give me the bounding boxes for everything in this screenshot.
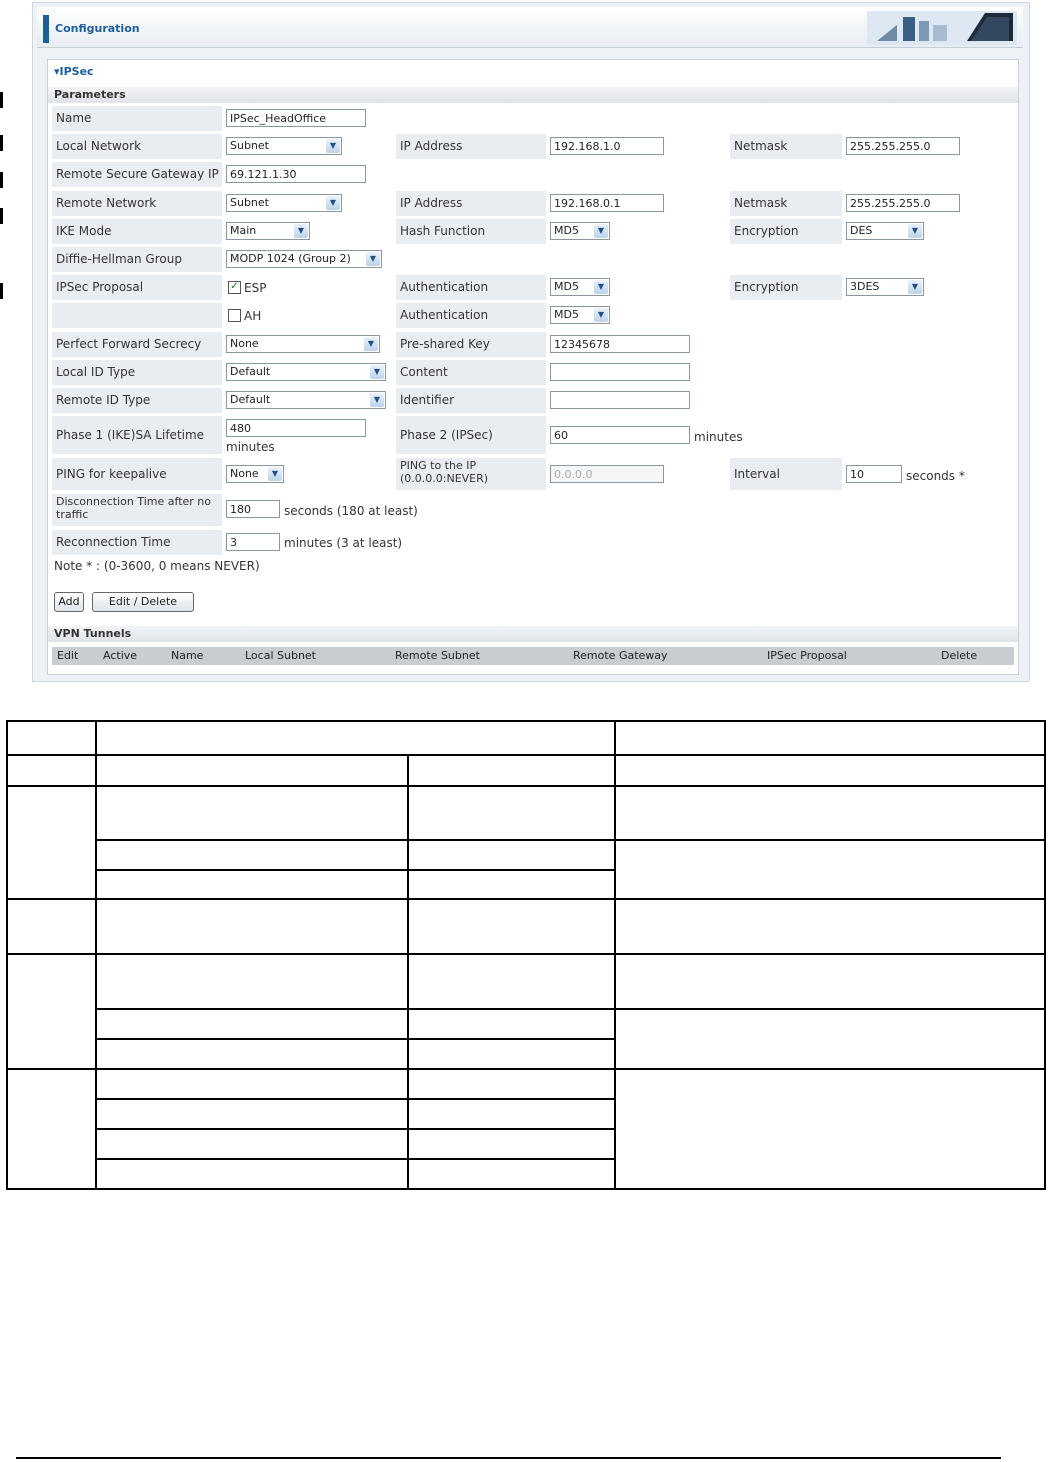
local-network-select[interactable]: Subnet ▼ [226,137,342,155]
remote-netmask-input[interactable]: 255.255.255.0 [846,194,960,212]
table-line [8,898,1044,900]
chevron-down-icon: ▼ [594,280,608,294]
ike-mode-select[interactable]: Main ▼ [226,222,310,240]
table-line [95,1158,616,1160]
page-title: Configuration [55,22,140,35]
row-local-id [52,360,1014,387]
ipsec-panel [47,59,1019,675]
router-config-screenshot [32,2,1030,682]
local-netmask-input[interactable]: 255.255.255.0 [846,137,960,155]
local-ip-label: IP Address [396,134,546,159]
table-line [95,1128,616,1130]
hash-function-select[interactable]: MD5 ▼ [550,222,610,240]
table-line [95,839,1044,841]
row-lifetime [52,416,1014,456]
row-remote-id [52,388,1014,415]
pfs-label: Perfect Forward Secrecy [52,332,222,357]
remote-network-select[interactable]: Subnet ▼ [226,194,342,212]
empty-grid-table [6,720,1046,1190]
esp-encryption-select[interactable]: 3DES ▼ [846,278,924,296]
table-line [8,754,1044,756]
reconnect-label: Reconnection Time [52,530,222,555]
interval-input[interactable]: 10 [846,465,902,483]
remote-ip-label: IP Address [396,191,546,216]
chevron-down-icon: ▼ [268,467,282,481]
ipsec-proposal-label: IPSec Proposal [52,275,222,300]
margin-mark [0,135,3,151]
identifier-input[interactable] [550,391,690,409]
row-dh-group [52,247,1014,274]
table-line [8,785,1044,787]
row-disconnect [52,494,1014,528]
row-ipsec-proposal-esp [52,275,1014,302]
table-line [95,1038,616,1040]
psk-input[interactable]: 12345678 [550,335,690,353]
remote-network-label: Remote Network [52,191,222,216]
chevron-down-icon: ▼ [370,365,384,379]
vpn-col-ipsec-proposal: IPSec Proposal [767,649,847,662]
row-local-network [52,134,1014,161]
chevron-down-icon: ▼ [326,196,340,210]
remote-netmask-label: Netmask [730,191,842,216]
ah-checkbox[interactable] [228,309,241,322]
vpn-col-name: Name [171,649,204,662]
chevron-down-icon: ▼ [370,393,384,407]
ike-mode-label: IKE Mode [52,219,222,244]
table-line [95,1098,616,1100]
chevron-down-icon: ▼ [908,280,922,294]
row-remote-network [52,191,1014,218]
phase1-unit: minutes [226,440,275,454]
row-remote-gateway [52,162,1014,189]
phase2-input[interactable]: 60 [550,426,690,444]
content-label: Content [396,360,546,385]
ping-ip-label: PING to the IP (0.0.0.0:NEVER) [396,458,546,490]
banner-accent [43,15,49,43]
margin-mark [0,172,3,188]
vpn-col-delete: Delete [941,649,978,662]
parameters-header: Parameters [48,87,1018,103]
margin-mark [0,283,3,299]
phase1-input[interactable]: 480 [226,419,366,437]
interval-unit: seconds * [906,469,965,483]
ping-ip-input[interactable]: 0.0.0.0 [550,465,664,483]
pfs-select[interactable]: None ▼ [226,335,380,353]
chevron-down-icon: ▼ [294,224,308,238]
identifier-label: Identifier [396,388,546,413]
disconnect-label: Disconnection Time after no traffic [52,494,222,526]
table-line [407,756,409,1188]
chevron-down-icon: ▼ [364,337,378,351]
vpn-col-remote-subnet: Remote Subnet [395,649,480,662]
disconnect-input[interactable]: 180 [226,500,280,518]
footer-rule [16,1457,1001,1459]
banner-graphic-icon [867,11,1017,45]
phase2-unit: minutes [694,430,743,444]
table-line [95,722,97,1188]
vpn-tunnels-header: VPN Tunnels [48,626,1018,642]
esp-checkbox[interactable]: ✓ [228,281,241,294]
local-network-label: Local Network [52,134,222,159]
chevron-down-icon: ▼ [326,139,340,153]
chevron-down-icon: ▼ [366,252,380,266]
phase2-label: Phase 2 (IPSec) [396,416,546,454]
local-netmask-label: Netmask [730,134,842,159]
row-name [52,106,1014,133]
banner [37,7,1023,48]
esp-auth-select[interactable]: MD5 ▼ [550,278,610,296]
row-pfs [52,332,1014,359]
local-ip-input[interactable]: 192.168.1.0 [550,137,664,155]
chevron-down-icon: ▼ [908,224,922,238]
remote-gateway-input[interactable]: 69.121.1.30 [226,165,366,183]
vpn-col-remote-gateway: Remote Gateway [573,649,668,662]
table-line [95,869,616,871]
table-line [8,953,1044,955]
vpn-col-active: Active [103,649,138,662]
remote-gateway-label: Remote Secure Gateway IP [52,162,222,187]
esp-encryption-label: Encryption [730,275,842,300]
margin-mark [0,92,3,108]
name-label: Name [52,106,222,131]
chevron-down-icon: ▼ [594,224,608,238]
ah-row-spacer [52,303,222,328]
ipsec-section-toggle[interactable]: ▾IPSec [54,65,94,78]
table-line [614,722,616,1188]
disconnect-note: seconds (180 at least) [284,504,418,518]
ping-select[interactable]: None ▼ [226,465,284,483]
remote-id-select[interactable]: Default ▼ [226,391,386,409]
add-button[interactable]: Add [54,592,84,612]
row-ike-mode [52,219,1014,246]
margin-mark [0,208,3,224]
ike-encryption-label: Encryption [730,219,842,244]
table-line [95,1008,1044,1010]
row-ping [52,458,1014,492]
ping-label: PING for keepalive [52,458,222,490]
ah-auth-label: Authentication [396,303,546,328]
esp-label: ESP [244,281,267,295]
table-line [8,1068,1044,1070]
hash-function-label: Hash Function [396,219,546,244]
vpn-col-edit: Edit [57,649,79,662]
psk-label: Pre-shared Key [396,332,546,357]
row-ipsec-proposal-ah [52,303,1014,330]
vpn-table-header [52,647,1014,665]
esp-auth-label: Authentication [396,275,546,300]
dh-group-select[interactable]: MODP 1024 (Group 2) ▼ [226,250,382,268]
chevron-down-icon: ▼ [594,308,608,322]
edit-delete-button[interactable]: Edit / Delete [92,592,194,612]
phase1-label: Phase 1 (IKE)SA Lifetime [52,416,222,454]
name-input[interactable]: IPSec_HeadOffice [226,109,366,127]
reconnect-input[interactable]: 3 [226,533,280,551]
ike-encryption-select[interactable]: DES ▼ [846,222,924,240]
local-id-label: Local ID Type [52,360,222,385]
local-id-select[interactable]: Default ▼ [226,363,386,381]
reconnect-note: minutes (3 at least) [284,536,403,550]
vpn-col-local-subnet: Local Subnet [245,649,316,662]
content-input[interactable] [550,363,690,381]
range-note: Note * : (0-3600, 0 means NEVER) [54,559,260,573]
ah-label: AH [244,309,262,323]
remote-ip-input[interactable]: 192.168.0.1 [550,194,664,212]
row-reconnect [52,530,1014,557]
remote-id-label: Remote ID Type [52,388,222,413]
dh-group-label: Diffie-Hellman Group [52,247,222,272]
ah-auth-select[interactable]: MD5 ▼ [550,306,610,324]
interval-label: Interval [730,458,842,490]
